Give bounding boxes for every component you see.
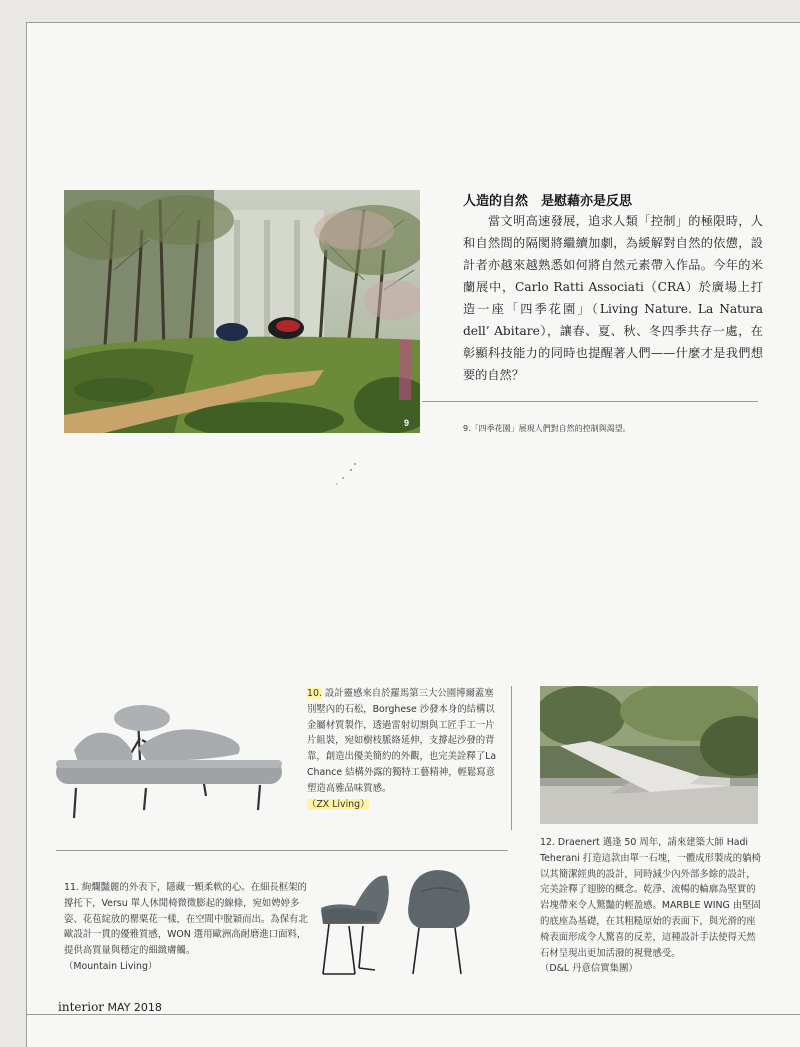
garden-photo	[64, 190, 420, 433]
caption-11-text: 11. 絢爛豔麗的外表下，隱藏一顆柔軟的心。在細長框架的撐托下，Versu 單人休閒椅微微膨起的線條，宛如娉婷多姿、花苞綻放的罌粟花一樣，在空間中脫穎而出。為保有北歐設計一貫的優雅質感，WON 選用歐洲高耐磨進口面料，提供高質量與穩定的細緻膚觸。	[64, 882, 308, 957]
column-divider	[511, 686, 512, 830]
caption-10-text: 設計靈感來自於羅馬第三大公園博爾蓋塞別墅內的石松，Borghese 沙發本身的結構以金屬材質製作，透過雷射切割與工匠手工一片片組裝，宛如樹枝脈絡延伸，支撐起沙發的背靠，創造出優美簡約的外觀，也完美詮釋了La Chance 結構外露的獨特工藝精神，輕鬆寫意塑造高雅品味質感。	[307, 688, 497, 794]
borghese-sofa-photo	[50, 700, 282, 820]
caption-10-number: 10.	[307, 688, 322, 699]
figure-number-9: 9	[404, 418, 410, 428]
caption-12-credit: （D&L 丹意信實集團）	[540, 963, 638, 975]
magazine-name: interior	[58, 1000, 105, 1014]
caption-10	[307, 686, 502, 812]
article-heading: 人造的自然 是慰藉亦是反思	[463, 194, 633, 209]
caption-11-credit: （Mountain Living）	[64, 960, 158, 972]
issue-date: MAY 2018	[107, 1001, 162, 1014]
caption-9: 9.「四季花園」展現人們對自然的控制與渴望。	[463, 424, 631, 433]
page-footer	[58, 1000, 162, 1014]
marble-wing-photo	[540, 686, 758, 824]
section-rule	[56, 850, 508, 851]
print-speck	[333, 460, 363, 490]
article-body: 當文明高速發展，追求人類「控制」的極限時，人和自然間的隔閡將繼續加劇，為緩解對自然的依憊，設計者亦越來越熟悉如何將自然元素帶入作品。今年的米蘭展中，Carlo Ratti Associati（CRA）於廣場上打造一座「四季花園」（Living Nature. La Natura dell’ Abitare），讓春、夏、秋、冬四季共存一處，在彰顯科技能力的同時也提醒著人們——什麼才是我們想要的自然？	[463, 214, 763, 382]
caption-12	[540, 835, 762, 977]
caption-11	[64, 880, 308, 975]
footer-rule	[26, 1014, 800, 1015]
caption-12-text: 12. Draenert 邁逢 50 周年，請來建築大師 Hadi Teherani 打造這款由單一石塊，一體成形製成的躺椅以其簡潔經典的設計，同時減少內外部多餘的設計，完美詮釋了翅膀的概念。乾淨、流暢的輪廓為堅實的岩塊帶來令人驚豔的輕盈感。MARBLE WING 由堅固的底座為基礎，在其粗糙原始的表面下，與光滑的座椅表面形成令人驚喜的反差，這種設計手法使得天然石材呈現出更加活潑的視覺感受。	[540, 837, 761, 959]
caption-rule	[422, 401, 758, 402]
versu-chairs-photo	[315, 862, 485, 977]
caption-10-credit: （ZX Living）	[307, 798, 370, 810]
